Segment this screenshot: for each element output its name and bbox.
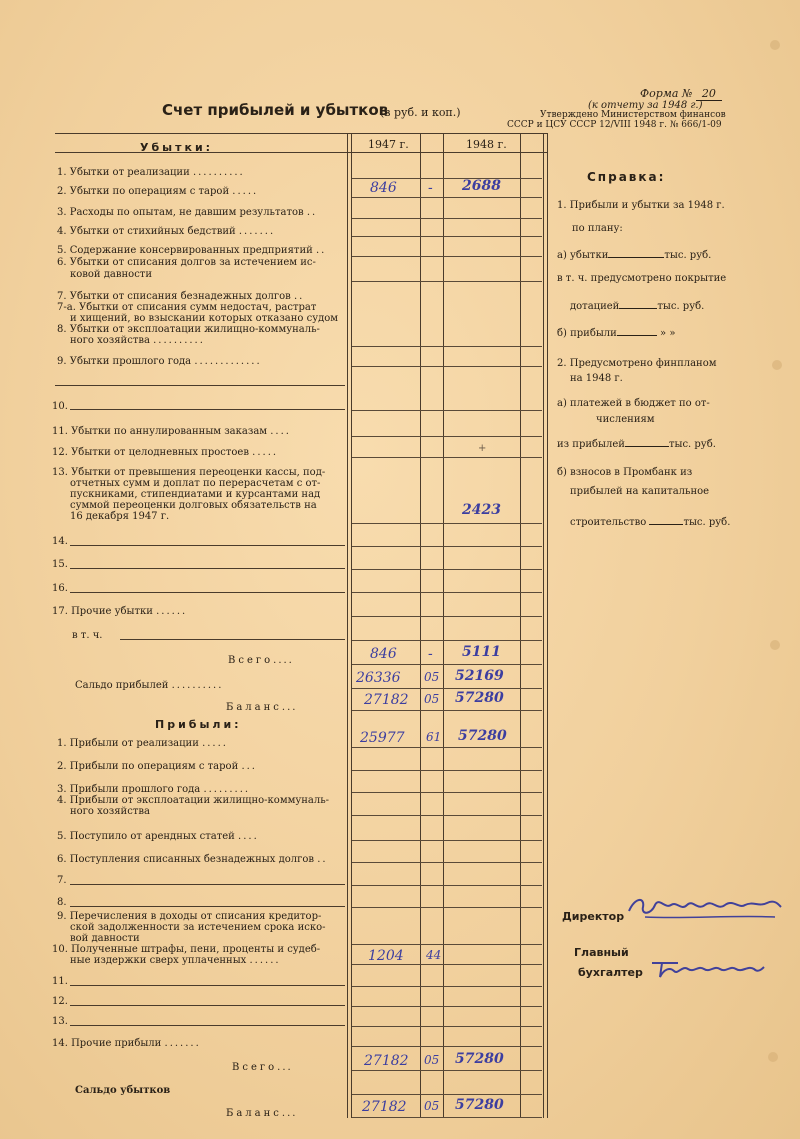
hw-balance-1-1947: 27182 [364, 692, 409, 708]
hw-balance-1-1948: 57280 [455, 690, 504, 706]
table-header-border [55, 152, 547, 153]
profit-row-14: 14. Прочие прибыли ....... [52, 1038, 201, 1049]
loss-including: в т. ч. [72, 630, 103, 641]
hw-real-1947: 25977 [360, 730, 405, 746]
saldo-loss-label: Сальдо убытков [75, 1085, 171, 1096]
profits-heading: Прибыли: [155, 718, 242, 731]
hw-loss-total-1948: 5111 [462, 644, 501, 660]
profit-row-13: 13. [52, 1016, 68, 1027]
column-divider [543, 133, 544, 1118]
binding-hole [772, 360, 782, 370]
loss-row-7: 7. Убытки от списания безнадежных долгов .. [57, 291, 305, 302]
loss-row-7a: 7-а. Убытки от списания сумм недостач, растрат [57, 302, 317, 313]
profit-row-5: 5. Поступило от арендных статей .... [57, 831, 259, 842]
profit-row-3: 3. Прибыли прошлого года ......... [57, 784, 251, 795]
approval-line-1: Утверждено Министерством финансов [540, 110, 726, 120]
profit-row-7: 7. [57, 875, 67, 886]
loss-row-9: 9. Убытки прошлого года ............. [57, 356, 262, 367]
loss-row-4: 4. Убытки от стихийных бедствий ....... [57, 226, 276, 237]
page-title: Счет прибылей и убытков [162, 101, 389, 119]
hw-real-1948: 57280 [458, 728, 507, 744]
table-top-border [55, 133, 547, 134]
loss-row-14: 14. [52, 536, 68, 547]
loss-row-16: 16. [52, 583, 68, 594]
hw-tara-1947: 846 [370, 180, 397, 196]
profit-balance-label: Баланс... [226, 1108, 298, 1119]
loss-row-7a-cont: и хищений, во взыскании которых отказано судом [70, 313, 339, 324]
loss-row-17: 17. Прочие убытки ...... [52, 606, 188, 617]
loss-row-1: 1. Убытки от реализации .......... [57, 167, 245, 178]
loss-row-12: 12. Убытки от целодневных простоев ..... [52, 447, 279, 458]
profit-row-1: 1. Прибыли от реализации ..... [57, 738, 228, 749]
column-header-1947: 1947 г. [368, 138, 409, 151]
loss-row-6: 6. Убытки от списания долгов за истечением ис- [57, 257, 316, 268]
loss-row-15: 15. [52, 559, 68, 570]
column-header-1948: 1948 г. [466, 138, 507, 151]
hw-profit-total-1947: 27182 [364, 1053, 409, 1069]
director-signature [625, 893, 785, 928]
loss-row-5: 5. Содержание консервированных предприятий .. [57, 245, 327, 256]
loss-balance-label: Баланс... [226, 702, 298, 713]
hw-profit-total-1948: 57280 [455, 1051, 504, 1067]
profit-total-label: Всего... [232, 1062, 293, 1073]
hw-saldo-profit-1947: 26336 [356, 670, 401, 686]
loss-row-11: 11. Убытки по аннулированным заказам .... [52, 426, 291, 437]
saldo-profit-label: Сальдо прибылей .......... [75, 680, 224, 691]
loss-total-label: Всего.... [228, 655, 294, 666]
profit-row-12: 12. [52, 996, 68, 1007]
hw-fines-1947: 1204 [368, 948, 404, 964]
director-label: Директор [562, 910, 625, 923]
hw-balance-2-1947: 27182 [362, 1099, 407, 1115]
hw-balance-2-1948: 57280 [455, 1097, 504, 1113]
profit-row-4: 4. Прибыли от эксплоатации жилищно-коммуналь- [57, 795, 330, 806]
loss-row-8-cont: ного хозяйства .......... [70, 335, 205, 346]
loss-row-10: 10. [52, 401, 68, 412]
binding-hole [770, 40, 780, 50]
profit-row-2: 2. Прибыли по операциям с тарой ... [57, 761, 257, 772]
column-divider [347, 133, 348, 1118]
profit-row-8: 8. [57, 897, 67, 908]
spravka-heading: Справка: [587, 170, 666, 184]
profit-row-9: 9. Перечисления в доходы от списания кредитор- [57, 911, 322, 922]
report-note: (к отчету за 1948 г.) [588, 100, 703, 111]
units-note: (в руб. и коп.) [380, 106, 461, 119]
profit-row-6: 6. Поступления списанных безнадежных долгов .. [57, 854, 328, 865]
profit-row-11: 11. [52, 976, 68, 987]
loss-row-8: 8. Убытки от эксплоатации жилищно-коммуналь- [57, 324, 320, 335]
document-page: Форма № 20 Счет прибылей и убытков (в руб. и коп.) (к отчету за 1948 г.) Утверждено Министерством финансов СССР и ЦСУ СССР 12/VIII 1948 г. № 666/1-09 1947 г. 1948 г. Убытки: 1. Убытки от реализации .......... 2. Убытки по операциям с тарой ..... 3. Расходы по опытам, не давшим результатов .. 4. Убытки от стихийных бедствий ....... 5. Содержание консервированных предприятий .. 6. Убытки от списания долгов за истечением ис- ковой давности 7. Убытки от списания безнадежных долгов .. 7-а. Убытки от списания сумм недостач, растрат и хищений, во взыскании которых отказано судом 8. Убытки от эксплоатации жилищно-коммуналь- ного хозяйства .......... 9. Убытки прошлого года ............. 10. 11. Убытки по аннулированным заказам .... 12. Убытки от целодневных простоев ..... 13. Убытки от превышения переоценки кассы, под- отчетных сумм и доплат по перерасчетам с от- пускниками, стипендиатами и курсантами над суммой переоценки долговых обязательств на 16 декабря 1947 г. 14. 15. 16. 17. Прочие убытки ...... в т. ч. Всего.... Сальдо прибылей .......... Баланс... Прибыли: 1. Прибыли от реализации ..... 2. Прибыли по операциям с тарой ... 3. Прибыли прошлого года ......... 4. Прибыли от эксплоатации жилищно-коммуналь- ного хозяйства 5. Поступило от арендных статей .... 6. Поступления списанных безнадежных долгов .. 7. 8. 9. Перечисления в доходы от списания кредитор- ской задолженности за истечением срока иско- вой давности 10. Полученные штрафы, пени, проценты и судеб- ные издержки сверх уплаченных ...... 11. 12. 13. 14. Прочие прибыли ....... Всего... Сальдо убытков Баланс... 846 - 2688 2423 + 846 - 5111 26336 05 52169 27182 05 57280 25977 61 57280 1204 44 27182 05 57280 27182 05 57280 Справка: 1. Прибыли и убытки за 1948 г. по плану: а) убытки тыс. руб. в т. ч. предусмотрено покрытие дотацией тыс. руб. б) прибыли » » 2. Предусмотрено финпланом на 1948 г. а) платежей в бюджет по от- числениям из прибылей тыс. руб. б) взносов в Промбанк из прибылей на капитальное строительство тыс. руб. Директор Главный бухгалтер [0, 0, 800, 1139]
binding-hole [770, 640, 780, 650]
loss-row-2: 2. Убытки по операциям с тарой ..... [57, 186, 259, 197]
hw-r13-1948: 2423 [462, 502, 501, 518]
loss-row-6-cont: ковой давности [70, 269, 152, 280]
approval-line-2: СССР и ЦСУ СССР 12/VIII 1948 г. № 666/1-09 [507, 120, 722, 130]
losses-heading: Убытки: [140, 141, 214, 154]
loss-row-3: 3. Расходы по опытам, не давшим результатов .. [57, 207, 318, 218]
hw-saldo-profit-1948: 52169 [455, 668, 504, 684]
loss-row-13: 13. Убытки от превышения переоценки кассы, под- [52, 467, 326, 478]
accountant-signature [648, 955, 768, 988]
binding-hole [768, 1052, 778, 1062]
form-number: Форма № 20 [640, 87, 722, 101]
profit-row-10: 10. Полученные штрафы, пени, проценты и судеб- [52, 944, 321, 955]
chief-accountant-label-2: бухгалтер [578, 966, 643, 979]
column-divider [547, 133, 548, 1118]
hw-tara-1948: 2688 [462, 178, 501, 194]
hw-loss-total-1947: 846 [370, 646, 397, 662]
chief-accountant-label-1: Главный [574, 946, 629, 959]
